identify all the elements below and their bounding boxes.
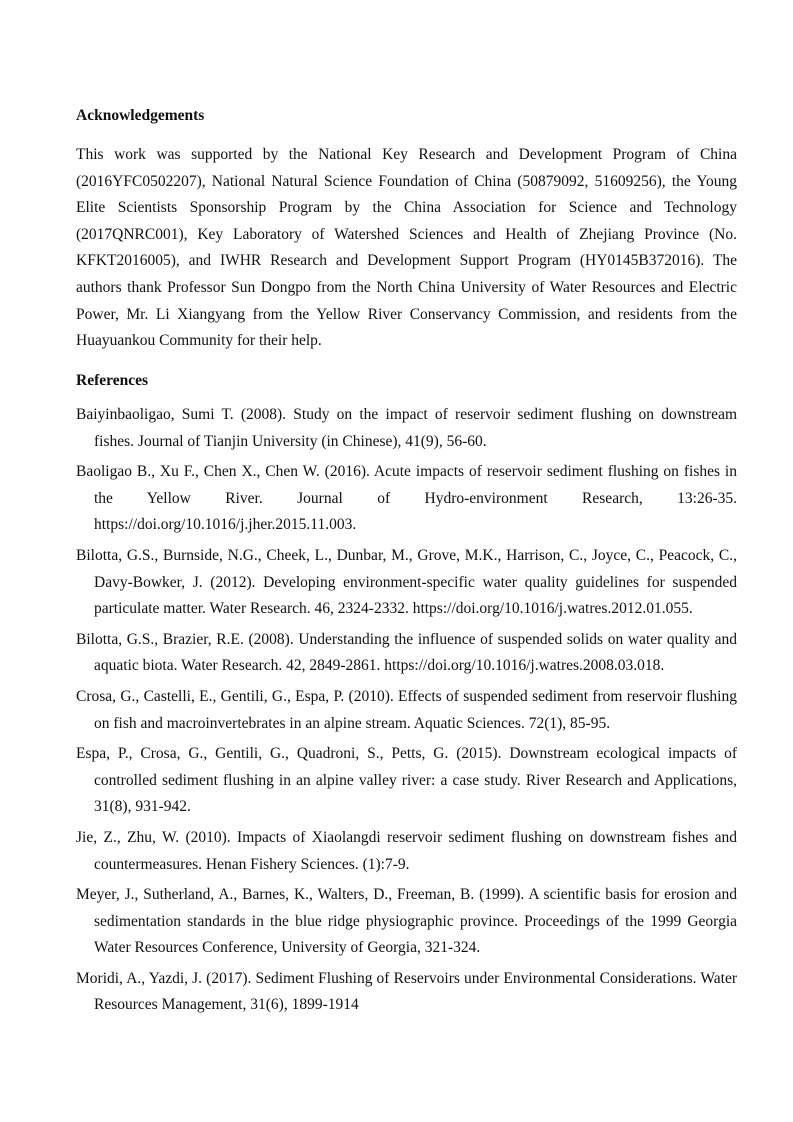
reference-item: Moridi, A., Yazdi, J. (2017). Sediment Flushing of Reservoirs under Environmental Considerations. Water Resources Management, 31(6), 1899-1914 <box>76 969 737 1014</box>
reference-item: Baiyinbaoligao, Sumi T. (2008). Study on the impact of reservoir sediment flushing on downstream fishes. Journal of Tianjin University (in Chinese), 41(9), 56-60. <box>76 406 737 450</box>
reference-item: Jie, Z., Zhu, W. (2010). Impacts of Xiaolangdi reservoir sediment flushing on downstream fishes and countermeasures. Henan Fishery Sciences. (1):7-9. <box>76 828 737 873</box>
acknowledgements-body: This work was supported by the National Key Research and Development Program of China (2016YFC0502207), National Natural Science Foundation of China (50879092, 51609256), the Young Elite Scientists Sponsorship Program by the China Association for Science and Technology (2017QNRC001), Key Laboratory of Watershed Sciences and Health of Zhejiang Province (No. KFKT2016005), and IWHR Research and Development Support Program (HY0145B372016). The authors thank Professor Sun Dongpo from the North China University of Water Resources and Electric Power, Mr. Li Xiangyang from the Yellow River Conservancy Commission, and residents from the Huayuankou Community for their help. <box>76 146 737 350</box>
reference-item: Meyer, J., Sutherland, A., Barnes, K., Walters, D., Freeman, B. (1999). A scientific basis for erosion and sedimentation standards in the blue ridge physiographic province. Proceedings of the 1999 Georgia Water Resources Conference, University of Georgia, 321-324. <box>76 886 737 957</box>
reference-item: Espa, P., Crosa, G., Gentili, G., Quadroni, S., Petts, G. (2015). Downstream ecological impacts of controlled sediment flushing in an alpine valley river: a case study. River Research and Applications, 31(8), 931-942. <box>76 745 737 816</box>
reference-item: Bilotta, G.S., Burnside, N.G., Cheek, L., Dunbar, M., Grove, M.K., Harrison, C., Joyce, C., Peacock, C., Davy-Bowker, J. (2012). Developing environment-specific water quality guidelines for suspended particulate matter. Water Research. 46, 2324-2332. https://doi.org/10.1016/j.watres.2012.01.055. <box>76 546 737 618</box>
reference-item: Baoligao B., Xu F., Chen X., Chen W. (2016). Acute impacts of reservoir sediment flushing on fishes in the Yellow River. Journal of Hydro-environment Research, 13:26-35. https://doi.org/10.1016/j.jher.2015.11.003. <box>76 463 737 534</box>
acknowledgements-heading: Acknowledgements <box>76 107 205 124</box>
reference-list <box>76 402 737 1023</box>
references-heading: References <box>76 372 149 389</box>
reference-item: Bilotta, G.S., Brazier, R.E. (2008). Understanding the influence of suspended solids on water quality and aquatic biota. Water Research. 42, 2849-2861. https://doi.org/10.1016/j.watres.2008.03.018. <box>76 630 737 675</box>
reference-item: Crosa, G., Castelli, E., Gentili, G., Espa, P. (2010). Effects of suspended sediment from reservoir flushing on fish and macroinvertebrates in an alpine stream. Aquatic Sciences. 72(1), 85-95. <box>76 687 737 732</box>
